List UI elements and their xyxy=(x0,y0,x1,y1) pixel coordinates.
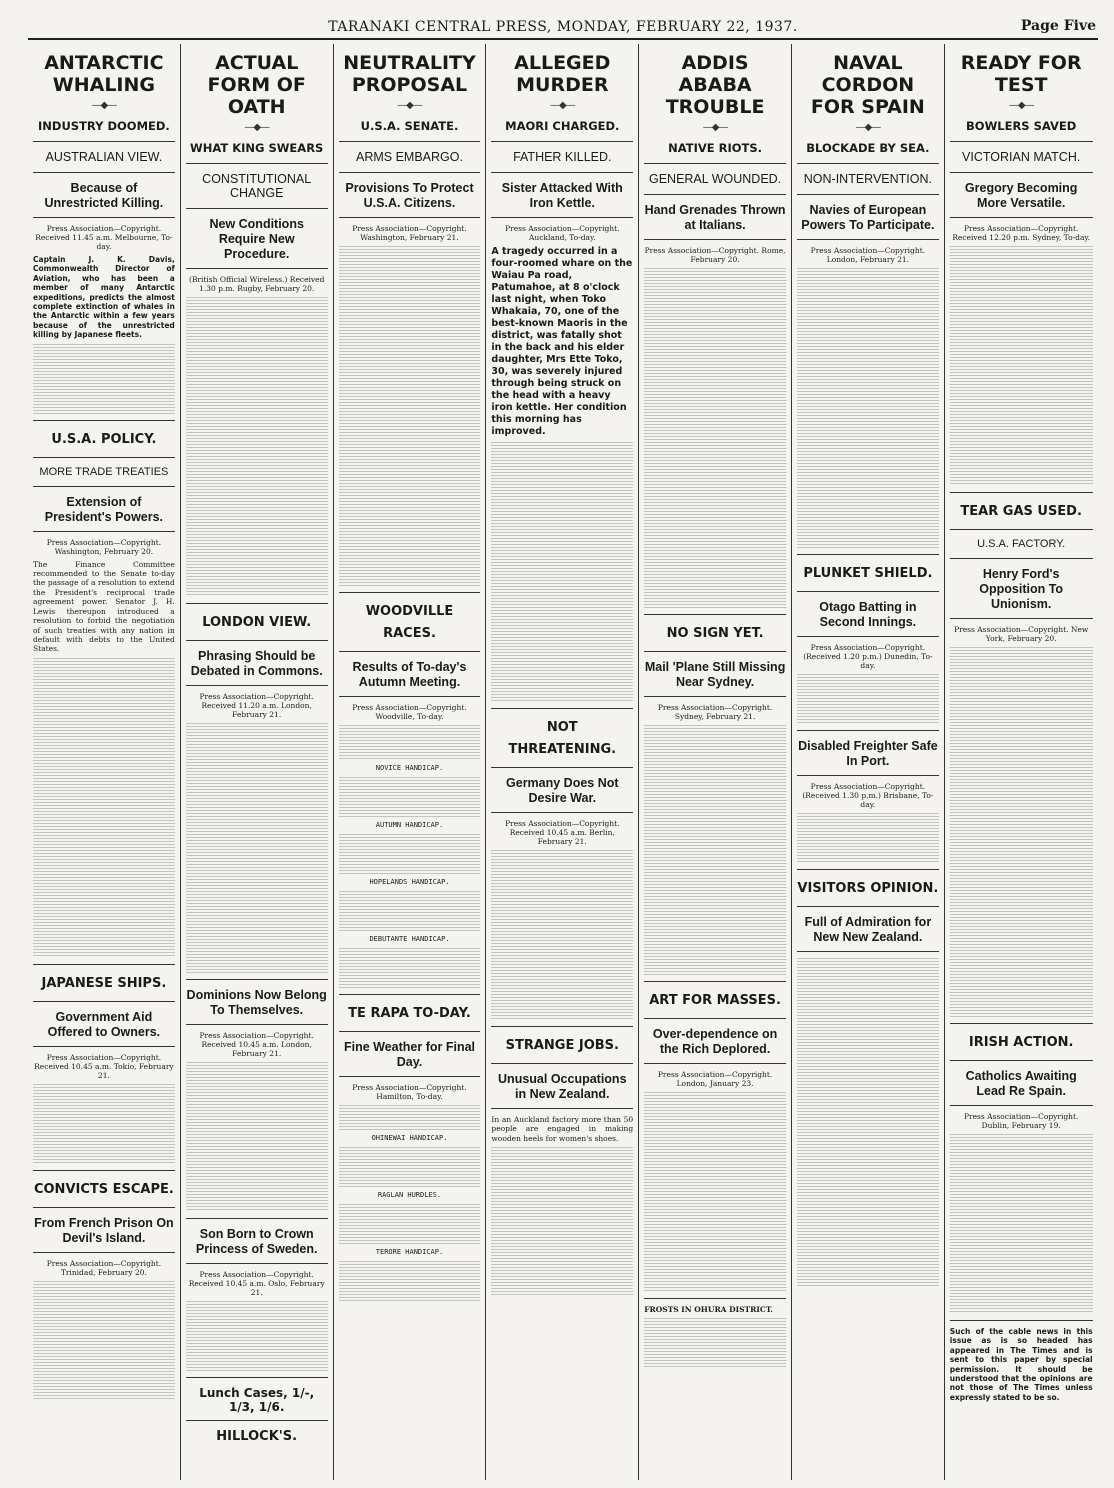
race-heading: RAGLAN HURDLES. xyxy=(377,1191,442,1199)
article-subheading: BOWLERS SAVED xyxy=(966,119,1077,133)
article-body-text xyxy=(186,1301,328,1371)
rule-divider xyxy=(950,217,1093,218)
dateline: Press Association—Copyright. Hamilton, To-day. xyxy=(352,1083,467,1101)
race-heading: TERORE HANDICAP. xyxy=(375,1248,444,1256)
rule-divider xyxy=(644,163,786,164)
section-heading: STRANGE JOBS. xyxy=(505,1038,619,1053)
ornament-divider: —◆— xyxy=(855,122,881,133)
article-body-text xyxy=(186,297,328,597)
article-deck: Over-dependence on the Rich Deplored. xyxy=(652,1027,778,1056)
rule-divider xyxy=(644,614,786,615)
rule-divider xyxy=(644,1018,786,1019)
ornament-divider: —◆— xyxy=(91,100,117,111)
article-deck: New Conditions Require New Procedure. xyxy=(209,217,304,261)
article-subheading: FATHER KILLED. xyxy=(513,150,612,164)
dateline: Press Association—Copyright. Received 12.20 p.m. Sydney, To-day. xyxy=(952,224,1091,242)
dateline: Press Association—Copyright. Rome, February 20. xyxy=(644,246,786,264)
rule-divider xyxy=(186,1377,328,1378)
rule-divider xyxy=(339,651,481,652)
rule-divider xyxy=(33,420,175,421)
section-heading: ART FOR MASSES. xyxy=(649,993,781,1008)
rule-divider xyxy=(950,492,1093,493)
rule-divider xyxy=(491,812,633,813)
article-body-text xyxy=(33,344,175,414)
article-subheading: INDUSTRY DOOMED. xyxy=(38,119,170,133)
article-subheading: NATIVE RIOTS. xyxy=(668,141,763,155)
rule-divider xyxy=(186,1024,328,1025)
rule-divider xyxy=(950,1060,1093,1061)
section-heading: NO SIGN YET. xyxy=(666,626,764,641)
rule-divider xyxy=(491,217,633,218)
dateline: Press Association—Copyright. Washington, February 20. xyxy=(46,537,162,556)
rule-divider xyxy=(950,1023,1093,1024)
rule-divider xyxy=(644,696,786,697)
article-subheading: MAORI CHARGED. xyxy=(505,119,620,133)
section-heading: WOODVILLE RACES. xyxy=(365,604,454,641)
section-heading: NOT THREATENING. xyxy=(508,720,617,757)
article-deck: Catholics Awaiting Lead Re Spain. xyxy=(965,1069,1077,1098)
article-deck: Results of To-day's Autumn Meeting. xyxy=(352,660,467,689)
rule-divider xyxy=(491,1108,633,1109)
dateline: Press Association—Copyright. Dublin, February 19. xyxy=(963,1112,1079,1130)
rule-divider xyxy=(186,603,328,604)
article-heading: READY FOR TEST xyxy=(960,52,1082,96)
rule-divider xyxy=(339,172,481,173)
rule-divider xyxy=(186,208,328,209)
article-body-text xyxy=(797,958,939,1288)
article-body-text xyxy=(33,1084,175,1164)
advertisement-brand: HILLOCK'S. xyxy=(216,1429,298,1444)
rule-divider xyxy=(186,1420,328,1421)
race-heading: OHINEWAI HANDICAP. xyxy=(371,1134,448,1142)
rule-divider xyxy=(339,1031,481,1032)
article-body-text xyxy=(186,1062,328,1212)
newspaper-title: TARANAKI CENTRAL PRESS, MONDAY, FEBRUARY 22, 1937. xyxy=(328,19,798,35)
rule-divider xyxy=(950,172,1093,173)
rule-divider xyxy=(797,730,939,731)
section-heading: LONDON VIEW. xyxy=(202,615,312,630)
rule-divider xyxy=(339,1076,481,1077)
article-body-text xyxy=(950,246,1093,486)
rule-divider xyxy=(950,1105,1093,1106)
article-deck: Unusual Occupations in New Zealand. xyxy=(498,1072,627,1101)
rule-divider xyxy=(33,1046,175,1047)
rule-divider xyxy=(33,1001,175,1002)
dateline: (British Official Wireless.) Received 1.30 p.m. Rugby, February 20. xyxy=(188,275,325,293)
rule-divider xyxy=(339,994,481,995)
column-alleged-murder xyxy=(486,44,639,1480)
race-results xyxy=(339,834,481,874)
section-subheading: MORE TRADE TREATIES xyxy=(39,465,169,478)
article-body-text xyxy=(797,813,939,863)
rule-divider xyxy=(797,869,939,870)
dateline: Press Association—Copyright. Washington, February 21. xyxy=(352,224,467,242)
section-heading: TEAR GAS USED. xyxy=(960,504,1082,519)
article-body-text xyxy=(644,725,786,975)
article-subheading: CONSTITUTIONAL CHANGE xyxy=(202,172,312,200)
race-results xyxy=(339,891,481,931)
race-heading: NOVICE HANDICAP. xyxy=(375,764,444,772)
rule-divider xyxy=(33,1170,175,1171)
dateline: Press Association—Copyright. Auckland, To-day. xyxy=(505,224,620,242)
rule-divider xyxy=(797,591,939,592)
race-results xyxy=(339,1147,481,1187)
rule-divider xyxy=(491,708,633,709)
article-heading: NEUTRALITY PROPOSAL xyxy=(343,52,476,96)
advertisement: Lunch Cases, 1/-, 1/3, 1/6. xyxy=(199,1386,315,1414)
rule-divider xyxy=(339,217,481,218)
ornament-divider: —◆— xyxy=(1008,100,1034,111)
article-subheading: AUSTRALIAN VIEW. xyxy=(45,150,163,164)
article-subheading: GENERAL WOUNDED. xyxy=(648,172,782,186)
rule-divider xyxy=(491,767,633,768)
column-naval-cordon xyxy=(792,44,945,1480)
rule-divider xyxy=(797,163,939,164)
dateline: Press Association—Copyright. Woodville, To-day. xyxy=(352,703,467,721)
article-subheading: WHAT KING SWEARS xyxy=(190,141,324,155)
article-subheading: VICTORIAN MATCH. xyxy=(962,150,1081,164)
dateline: Press Association—Copyright. Received 11.20 a.m. London, February 21. xyxy=(199,692,314,719)
column-neutrality-proposal xyxy=(334,44,487,1480)
rule-divider xyxy=(950,1320,1093,1321)
article-body: In an Auckland factory more than 50 people are engaged in making wooden heels for women's shoes. xyxy=(491,1115,634,1143)
article-deck: Son Born to Crown Princess of Sweden. xyxy=(195,1227,318,1256)
article-body-text xyxy=(950,647,1093,1017)
rule-divider xyxy=(33,486,175,487)
ornament-divider: —◆— xyxy=(244,122,270,133)
article-deck: Hand Grenades Thrown at Italians. xyxy=(644,203,786,232)
rule-divider xyxy=(797,636,939,637)
section-subheading: U.S.A. FACTORY. xyxy=(977,538,1066,550)
section-heading: VISITORS OPINION. xyxy=(797,881,939,896)
section-heading: PLUNKET SHIELD. xyxy=(803,566,933,581)
article-deck: Dominions Now Belong To Themselves. xyxy=(186,988,327,1017)
rule-divider xyxy=(33,217,175,218)
rule-divider xyxy=(797,554,939,555)
section-heading: CONVICTS ESCAPE. xyxy=(33,1181,174,1197)
rule-divider xyxy=(644,1063,786,1064)
rule-divider xyxy=(186,1263,328,1264)
column-addis-ababa-trouble xyxy=(639,44,792,1480)
rule-divider xyxy=(186,268,328,269)
article-deck: Navies of European Powers To Participate. xyxy=(801,203,935,232)
race-results xyxy=(339,948,481,988)
rule-divider xyxy=(33,457,175,458)
rule-divider xyxy=(186,640,328,641)
ornament-divider: —◆— xyxy=(702,122,728,133)
rule-divider xyxy=(644,239,786,240)
article-deck: Otago Batting in Second Innings. xyxy=(819,600,917,629)
article-subheading: BLOCKADE BY SEA. xyxy=(806,141,930,155)
rule-divider xyxy=(644,651,786,652)
rule-divider xyxy=(950,141,1093,142)
rule-divider xyxy=(950,529,1093,530)
article-heading: NAVAL CORDON FOR SPAIN xyxy=(810,52,925,118)
article-deck: Sister Attacked With Iron Kettle. xyxy=(501,181,623,210)
article-body-text xyxy=(339,246,481,586)
rule-divider xyxy=(491,1026,633,1027)
dateline: Press Association—Copyright. Received 10.45 a.m. Tokio, February 21. xyxy=(34,1052,174,1080)
rule-divider xyxy=(491,172,633,173)
race-heading: HOPELANDS HANDICAP. xyxy=(369,878,450,886)
article-body-text xyxy=(186,723,328,973)
rule-divider xyxy=(797,194,939,195)
page-columns xyxy=(28,44,1098,1480)
article-body-text xyxy=(33,658,175,958)
masthead xyxy=(28,18,1098,40)
column-ready-for-test xyxy=(945,44,1098,1480)
article-deck: Extension of President's Powers. xyxy=(44,494,164,524)
article-body-text xyxy=(491,1147,633,1297)
rule-divider xyxy=(491,141,633,142)
rule-divider xyxy=(186,1218,328,1219)
rule-divider xyxy=(950,558,1093,559)
dateline: Press Association—Copyright. London, January 23. xyxy=(657,1070,773,1088)
article-body-text xyxy=(797,674,939,724)
article-lead: Captain J. K. Davis, Commonwealth Director of Aviation, who has been a member of many Antarctic expeditions, predicts the almost complete extinction of whales in the Antarctic within a few years because of the unrestricted killing by Japanese fleets. xyxy=(33,255,175,340)
race-heading: AUTUMN HANDICAP. xyxy=(375,821,444,829)
dateline: Press Association—Copyright. Received 10.45 a.m. London, February 21. xyxy=(199,1031,314,1058)
article-body-text xyxy=(644,1318,786,1368)
article-body-text xyxy=(33,1281,175,1401)
dateline: Press Association—Copyright. Sydney, February 21. xyxy=(657,703,773,721)
article-deck: Disabled Freighter Safe In Port. xyxy=(798,739,938,768)
article-heading: ANTARCTIC WHALING xyxy=(44,52,164,96)
ornament-divider: —◆— xyxy=(549,100,575,111)
dateline: Press Association—Copyright. (Received 1.30 p.m.) Brisbane, To-day. xyxy=(802,782,934,809)
page-number: Page Five xyxy=(1020,18,1096,34)
rule-divider xyxy=(797,951,939,952)
article-body-text xyxy=(797,268,939,548)
article-heading: ALLEGED MURDER xyxy=(514,52,611,96)
article-deck: Government Aid Offered to Owners. xyxy=(47,1009,161,1039)
rule-divider xyxy=(644,1298,786,1299)
article-deck: Henry Ford's Opposition To Unionism. xyxy=(979,567,1064,611)
rule-divider xyxy=(186,685,328,686)
rule-divider xyxy=(33,172,175,173)
article-body-text xyxy=(644,1092,786,1292)
article-deck: Provisions To Protect U.S.A. Citizens. xyxy=(345,181,474,210)
rule-divider xyxy=(644,194,786,195)
article-body-text xyxy=(339,1105,481,1130)
article-subheading: ARMS EMBARGO. xyxy=(356,150,463,164)
article-body-text xyxy=(644,268,786,608)
race-results xyxy=(339,777,481,817)
rule-divider xyxy=(339,592,481,593)
article-subheading: NON-INTERVENTION. xyxy=(803,172,932,186)
rule-divider xyxy=(644,981,786,982)
ornament-divider: —◆— xyxy=(397,100,422,111)
article-deck: Because of Unrestricted Killing. xyxy=(44,181,164,210)
dateline: Press Association—Copyright. (Received 1.20 p.m.) Dunedin, To-day. xyxy=(803,643,933,670)
article-deck: Phrasing Should be Debated in Commons. xyxy=(190,649,323,678)
rule-divider xyxy=(186,979,328,980)
article-body-text xyxy=(491,442,633,702)
column-actual-form-of-oath xyxy=(181,44,334,1480)
dateline: Press Association—Copyright. New York, February 20. xyxy=(954,625,1089,643)
rule-divider xyxy=(950,618,1093,619)
rule-divider xyxy=(797,906,939,907)
article-lead: A tragedy occurred in a four-roomed whare on the Waiau Pa road, Patumahoe, at 8 o'clock last night, when Toko Whakaia, 70, one of the best-known Maoris in the district, was fatally shot in the back and his elder daughter, Mrs Ette Toko, 30, was severely injured through being struck on the head with a heavy iron kettle. Her condition this morning has improved. xyxy=(491,246,633,437)
race-results xyxy=(339,1204,481,1244)
section-heading: IRISH ACTION. xyxy=(968,1035,1074,1050)
article-subheading: U.S.A. SENATE. xyxy=(360,119,459,133)
race-heading: DEBUTANTE HANDICAP. xyxy=(369,935,450,943)
article-body-text xyxy=(339,725,481,760)
article-deck: Germany Does Not Desire War. xyxy=(506,776,619,805)
rule-divider xyxy=(33,1207,175,1208)
section-heading: TE RAPA TO-DAY. xyxy=(348,1006,471,1021)
rule-divider xyxy=(491,1063,633,1064)
article-body: The Finance Committee recommended to the Senate to-day the passage of a resolution to extend the President's reciprocal trade agreement power. Senator J. H. Lewis thereupon introduced a resolution to forbid the negotiation of such treaties with any nation in default with debts to the United States. xyxy=(33,559,175,654)
article-deck: Gregory Becoming More Versatile. xyxy=(964,181,1078,210)
article-deck: Mail 'Plane Still Missing Near Sydney. xyxy=(644,660,786,689)
section-heading: U.S.A. POLICY. xyxy=(51,431,157,447)
dateline: Press Association—Copyright. Trinidad, February 20. xyxy=(46,1258,162,1277)
dateline: Press Association—Copyright. Received 11.45 a.m. Melbourne, To-day. xyxy=(35,224,173,251)
rule-divider xyxy=(33,964,175,965)
dateline: Press Association—Copyright. London, February 21. xyxy=(810,246,926,264)
article-deck: Fine Weather for Final Day. xyxy=(343,1040,476,1069)
rule-divider xyxy=(33,531,175,532)
article-heading: ACTUAL FORM OF OATH xyxy=(207,52,306,118)
column-antarctic-whaling xyxy=(28,44,181,1480)
rule-divider xyxy=(339,696,481,697)
rule-divider xyxy=(339,141,481,142)
article-heading: ADDIS ABABA TROUBLE xyxy=(665,52,765,118)
article-body-text xyxy=(491,850,633,1020)
rule-divider xyxy=(797,239,939,240)
article-deck: From French Prison On Devil's Island. xyxy=(34,1215,174,1245)
rule-divider xyxy=(33,141,175,142)
section-heading: JAPANESE SHIPS. xyxy=(41,975,167,991)
article-body-text xyxy=(950,1134,1093,1314)
rule-divider xyxy=(186,163,328,164)
times-notice: Such of the cable news in this issue as is so headed has appeared in The Times and is sent to this paper by special permission. It should be understood that the opinions are not those of The Times unless expressly stated to be so. xyxy=(949,1327,1093,1402)
section-heading: FROSTS IN OHURA DISTRICT. xyxy=(644,1305,774,1314)
article-deck: Full of Admiration for New New Zealand. xyxy=(804,915,932,944)
dateline: Press Association—Copyright. Received 10.45 a.m. Berlin, February 21. xyxy=(505,819,620,846)
rule-divider xyxy=(33,1252,175,1253)
rule-divider xyxy=(797,775,939,776)
race-results xyxy=(339,1261,481,1301)
dateline: Press Association—Copyright. Received 10.45 a.m. Oslo, February 21. xyxy=(188,1270,325,1297)
